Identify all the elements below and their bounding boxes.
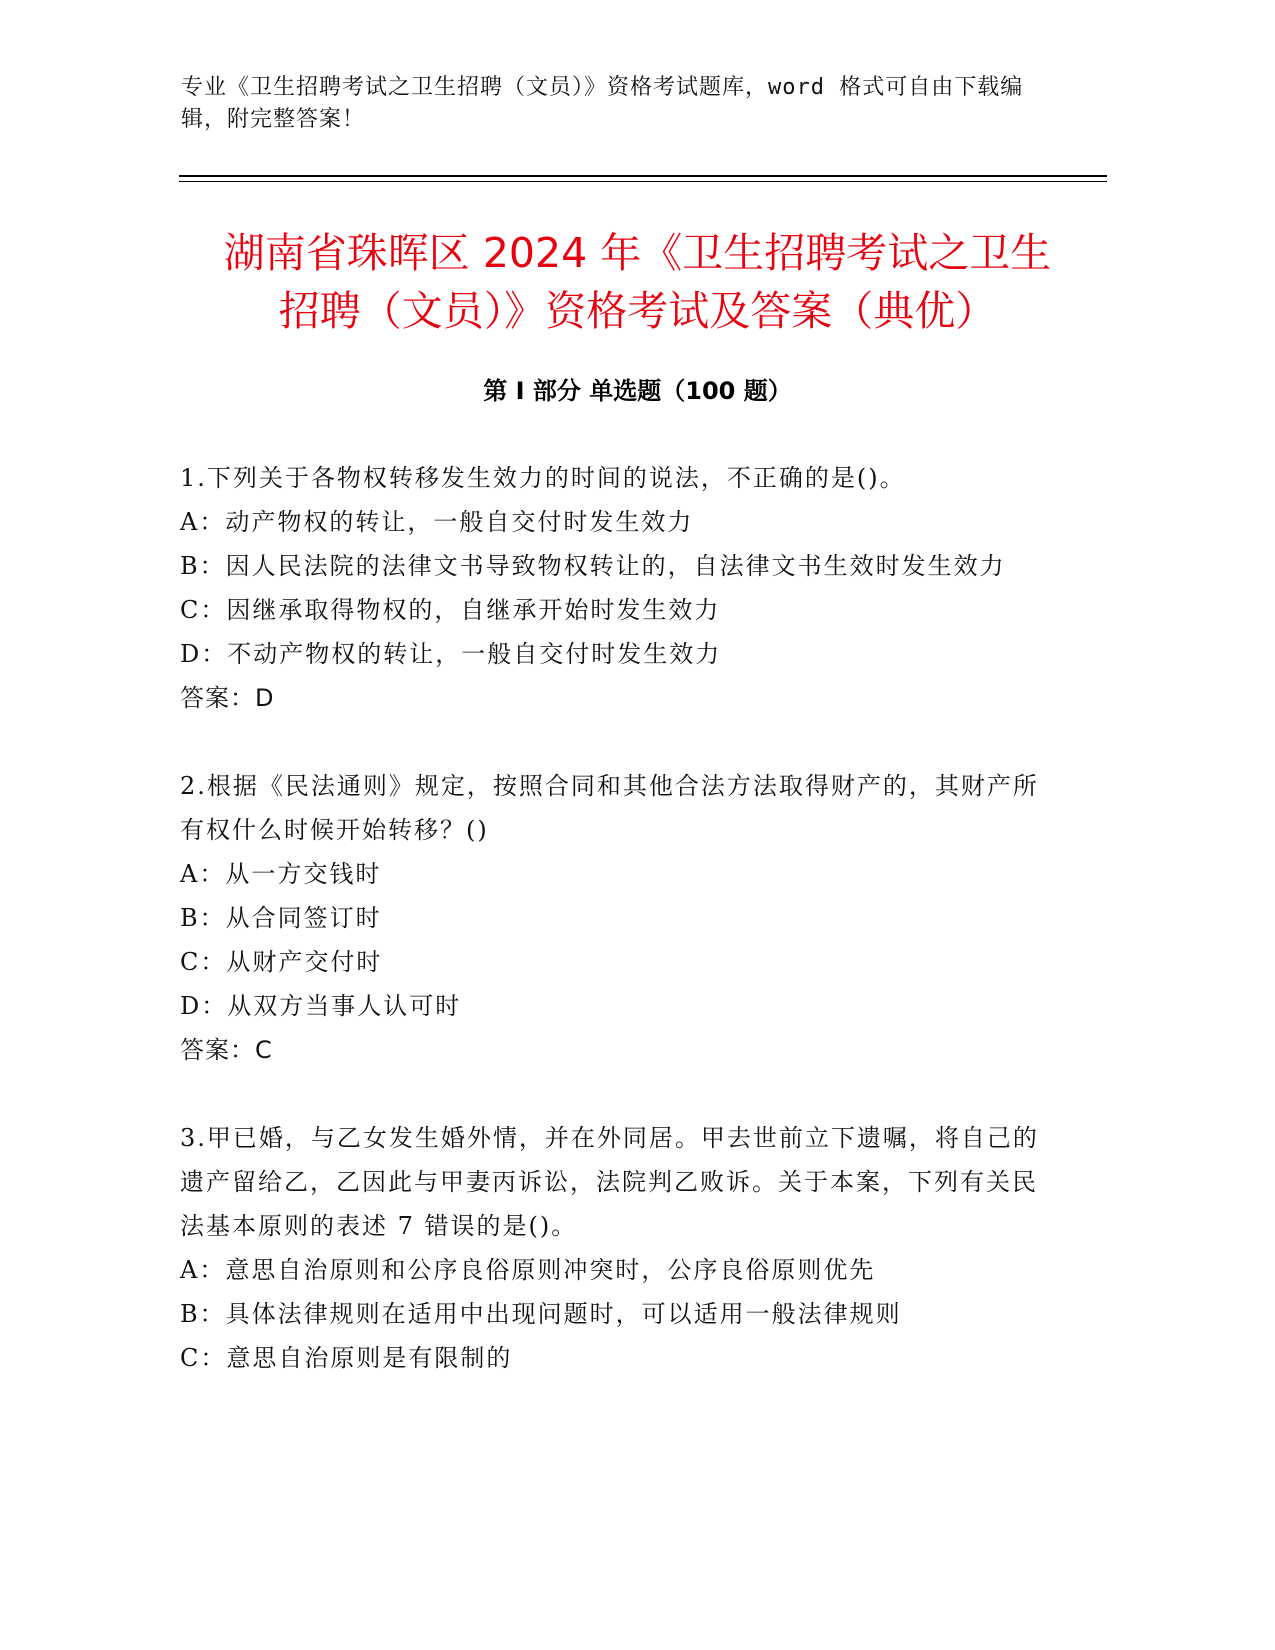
option-d: D：不动产物权的转让，一般自交付时发生效力 [180,640,722,668]
option-b: B：具体法律规则在适用中出现问题时，可以适用一般法律规则 [180,1300,902,1328]
answer-line: 答案：D [180,684,275,712]
option-a: A：动产物权的转让，一般自交付时发生效力 [180,508,694,536]
option-a: A：意思自治原则和公序良俗原则冲突时，公序良俗原则优先 [180,1256,876,1284]
header-note: 专业《卫生招聘考试之卫生招聘（文员）》资格考试题库，word 格式可自由下载编辑，附完整答案！ [181,75,1024,132]
option-b: B：从合同签订时 [180,904,382,932]
option-d: D：从双方当事人认可时 [180,992,462,1020]
header-divider-thick [179,175,1107,177]
option-b: B：因人民法院的法律文书导致物权转让的，自法律文书生效时发生效力 [180,552,1006,580]
question-stem: 2.根据《民法通则》规定，按照合同和其他合法方法取得财产的，其财产所有权什么时候开始转移？() [180,772,1039,844]
option-c: C：意思自治原则是有限制的 [180,1344,513,1372]
header-divider-thin [179,181,1107,182]
document-title-line-2: 招聘（文员）》资格考试及答案（典优） [278,287,997,335]
option-c: C：因继承取得物权的，自继承开始时发生效力 [180,596,721,624]
option-a: A：从一方交钱时 [180,860,382,888]
section-heading: 第 I 部分 单选题（100 题） [483,377,792,405]
question-1 [180,456,1050,720]
question-3 [180,1116,1050,1380]
document-title [130,224,1145,340]
question-list [180,456,1050,1424]
answer-line: 答案：C [180,1036,273,1064]
question-stem: 3.甲已婚，与乙女发生婚外情，并在外同居。甲去世前立下遗嘱，将自己的遗产留给乙，乙因此与甲妻丙诉讼，法院判乙败诉。关于本案，下列有关民法基本原则的表述 7 错误的是()。 [180,1124,1039,1240]
option-c: C：从财产交付时 [180,948,383,976]
question-2 [180,764,1050,1072]
document-title-line-1: 湖南省珠晖区 2024 年《卫生招聘考试之卫生 [223,229,1052,277]
question-stem: 1.下列关于各物权转移发生效力的时间的说法，不正确的是()。 [180,464,906,492]
